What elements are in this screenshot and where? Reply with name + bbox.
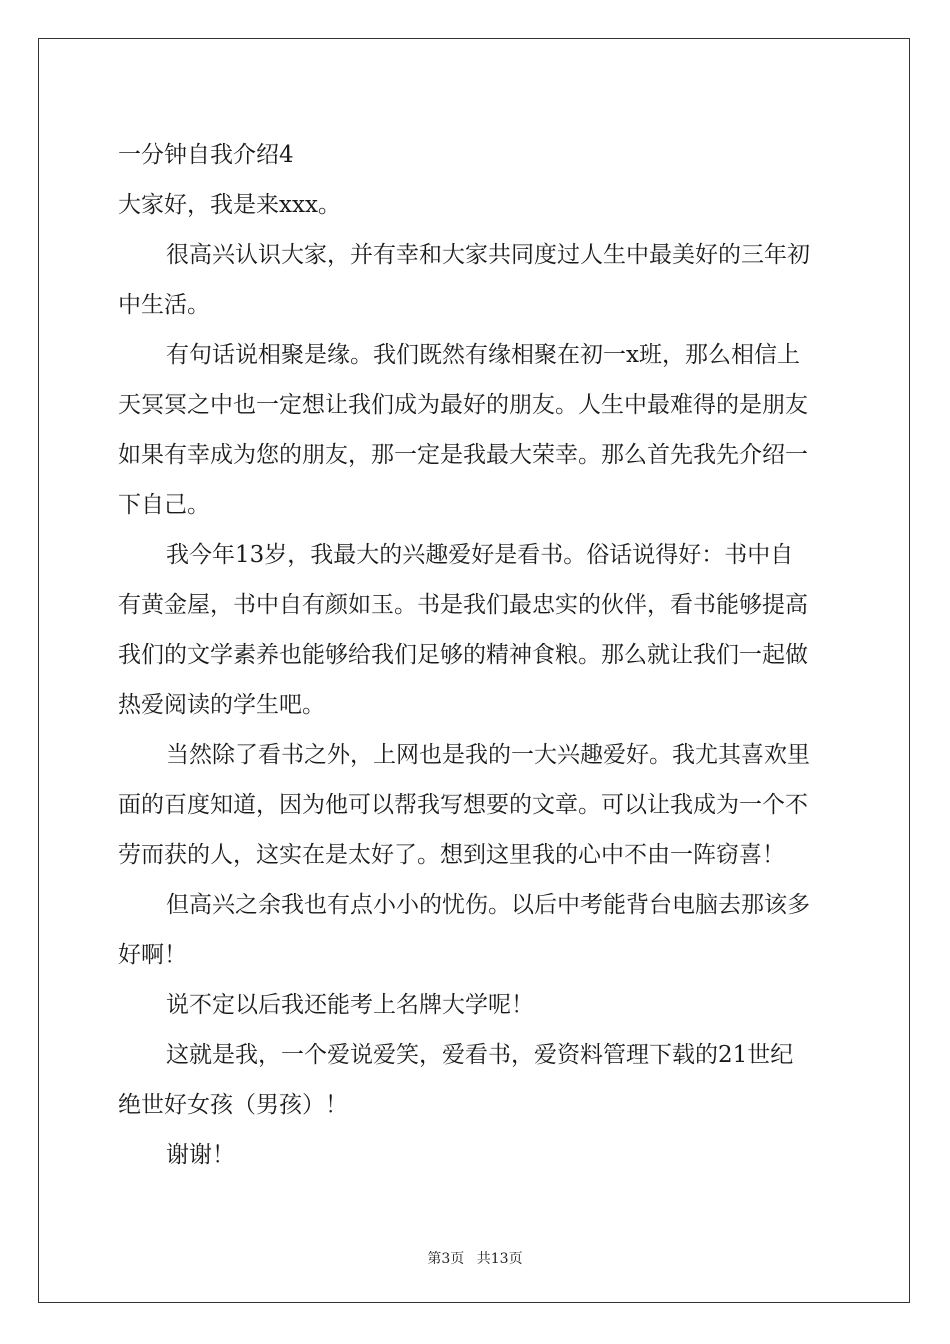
- text-line: 中生活。: [118, 292, 210, 318]
- text-line: 谢谢！: [166, 1142, 235, 1168]
- text-line: 我们的文学素养也能够给我们足够的精神食粮。那么就让我们一起做: [118, 642, 808, 668]
- text-line: 我今年13岁，我最大的兴趣爱好是看书。俗话说得好：书中自: [166, 542, 794, 568]
- text-line: 天冥冥之中也一定想让我们成为最好的朋友。人生中最难得的是朋友: [118, 392, 808, 418]
- text-line: 下自己。: [118, 492, 210, 518]
- text-line: 当然除了看书之外，上网也是我的一大兴趣爱好。我尤其喜欢里: [166, 742, 810, 768]
- page-footer: [0, 1248, 950, 1268]
- page-total: 共13页: [476, 1251, 523, 1267]
- text-line: 说不定以后我还能考上名牌大学呢！: [166, 992, 534, 1018]
- text-line: 热爱阅读的学生吧。: [118, 692, 325, 718]
- text-line: 如果有幸成为您的朋友，那一定是我最大荣幸。那么首先我先介绍一: [118, 442, 808, 468]
- text-line: 劳而获的人，这实在是太好了。想到这里我的心中不由一阵窃喜！: [118, 842, 785, 868]
- page-number: 第3页: [427, 1251, 465, 1267]
- text-line: 有句话说相聚是缘。我们既然有缘相聚在初一x班，那么相信上: [166, 342, 800, 368]
- text-line: 面的百度知道，因为他可以帮我写想要的文章。可以让我成为一个不: [118, 792, 808, 818]
- text-line: 绝世好女孩（男孩）！: [118, 1092, 348, 1118]
- text-line: 大家好，我是来xxx。: [118, 192, 341, 218]
- text-line: 很高兴认识大家，并有幸和大家共同度过人生中最美好的三年初: [166, 242, 810, 268]
- text-line: 好啊！: [118, 942, 187, 968]
- text-line: 这就是我，一个爱说爱笑，爱看书，爱资料管理下载的21世纪: [166, 1042, 794, 1068]
- text-line: 但高兴之余我也有点小小的忧伤。以后中考能背台电脑去那该多: [166, 892, 810, 918]
- document-body: [118, 130, 838, 1180]
- document-title: 一分钟自我介绍4: [118, 142, 294, 168]
- text-line: 有黄金屋，书中自有颜如玉。书是我们最忠实的伙伴，看书能够提高: [118, 592, 808, 618]
